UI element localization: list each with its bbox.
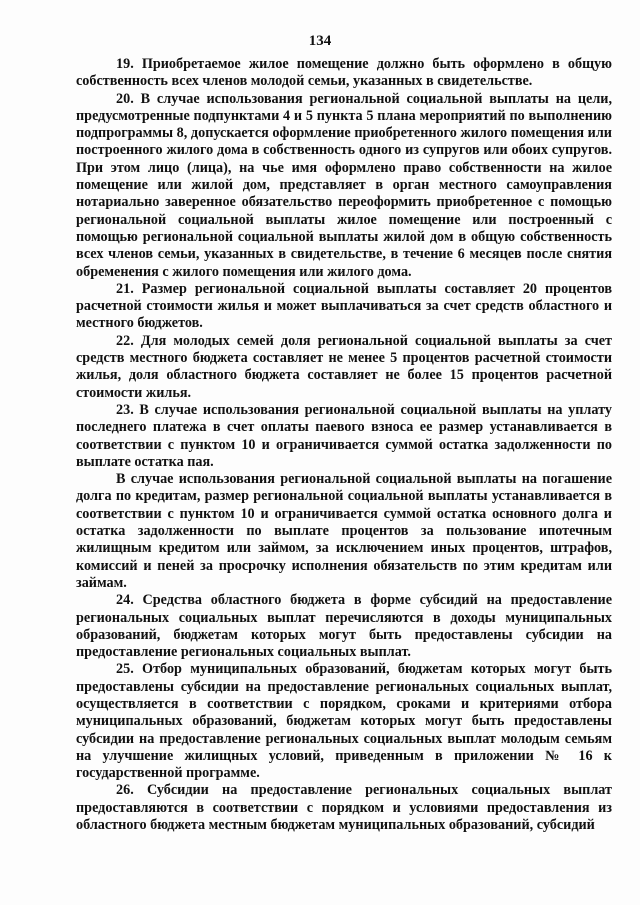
paragraph-19: 19. Приобретаемое жилое помещение должно быть оформлено в общую собственность всех членов молодой семьи, указанных в свидетельстве.	[76, 56, 612, 90]
paragraph-23: 23. В случае использования региональной социальной выплаты на уплату последнего платежа в счет оплаты паевого взноса ее размер устанавливается в соответствии с пунктом 10 и ограничивается суммой остатка задолженности по выплате остатка пая.	[76, 401, 612, 470]
paragraph-23-continued: В случае использования региональной социальной выплаты на погашение долга по кредитам, размер региональной социальной выплаты устанавливается в соответствии с пунктом 10 и ограничивается суммой остатка основного долга и остатка задолженности по выплате процентов за пользование ипотечным жилищным кредитом или займом, за исключением иных процентов, штрафов, комиссий и пеней за просрочку исполнения обязательств по этим кредитам или займам.	[76, 471, 612, 591]
paragraph-20: 20. В случае использования региональной социальной выплаты на цели, предусмотренные подпунктами 4 и 5 пункта 5 плана мероприятий по выполнению подпрограммы 8, допускается оформление приобретенного жилого помещения или построенного жилого дома в собственность одного из супругов или обоих супругов. При этом лицо (лица), на чье имя оформлено право собственности на жилое помещение или жилой дом, представляет в орган местного самоуправления нотариально заверенное обязательство переоформить приобретенное с помощью региональной социальной выплаты жилое помещение или построенный с помощью региональной социальной выплаты жилой дом в общую собственность всех членов семьи, указанных в свидетельстве, в течение 6 месяцев после снятия обременения с жилого помещения или жилого дома.	[76, 90, 612, 280]
paragraph-25: 25. Отбор муниципальных образований, бюджетам которых могут быть предоставлены субсидии на предоставление региональных социальных выплат, осуществляется в соответствии с порядком, сроками и критериями отбора муниципальных образований, бюджетам которых могут быть предоставлены субсидии на предоставление региональных социальных выплат молодым семьям на улучшение жилищных условий, приведенным в приложении № 16 к государственной программе.	[76, 661, 612, 782]
paragraph-26: 26. Субсидии на предоставление региональных социальных выплат предоставляются в соответствии с порядком и условиями предоставления из областного бюджета местным бюджетам муниципальных образований, субсидий	[76, 782, 612, 834]
paragraph-21: 21. Размер региональной социальной выплаты составляет 20 процентов расчетной стоимости жилья и может выплачиваться за счет средств областного и местного бюджетов.	[76, 280, 612, 332]
paragraph-22: 22. Для молодых семей доля региональной социальной выплаты за счет средств местного бюджета составляет не менее 5 процентов расчетной стоимости жилья, доля областного бюджета составляет не более 15 процентов расчетной стоимости жилья.	[76, 332, 612, 401]
document-body	[76, 56, 612, 834]
page-number: 134	[308, 33, 332, 49]
paragraph-24: 24. Средства областного бюджета в форме субсидий на предоставление региональных социальных выплат перечисляются в доходы муниципальных образований, бюджетам которых могут быть предоставлены субсидии на предоставление региональных социальных выплат.	[76, 592, 612, 661]
